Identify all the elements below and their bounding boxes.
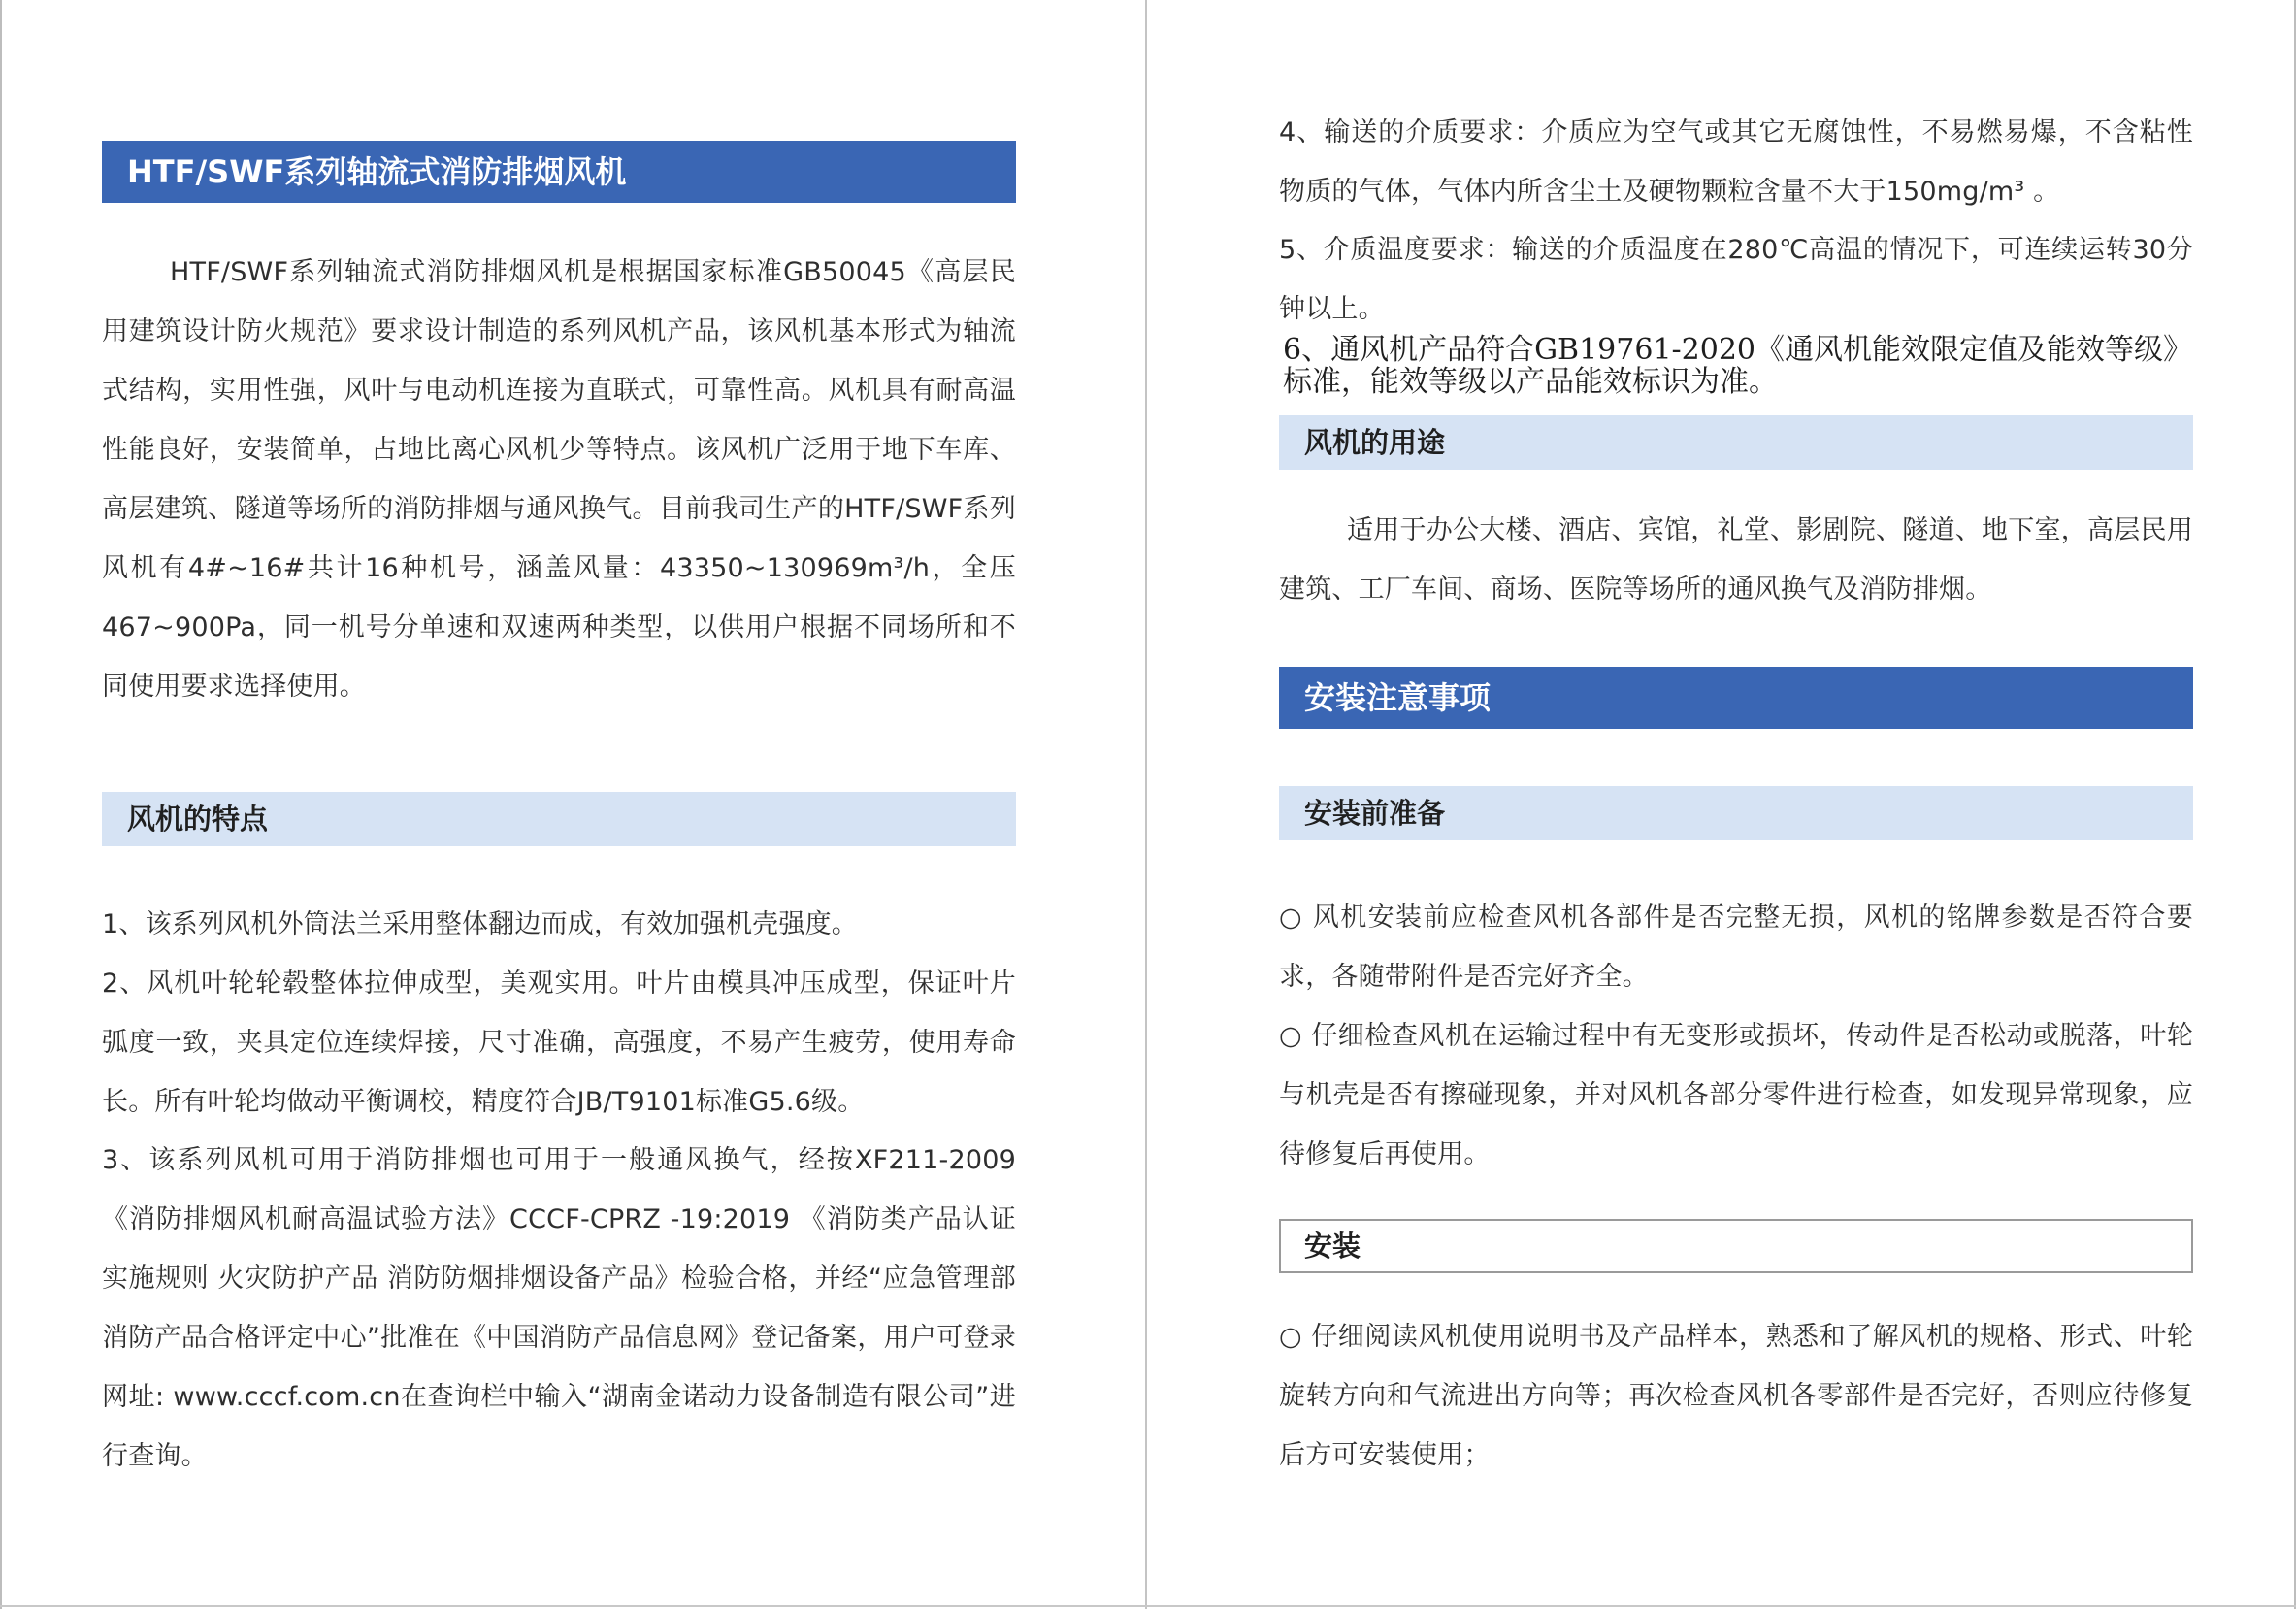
page-spine [1145,0,1147,1609]
spec-item-5: 5、介质温度要求：输送的介质温度在280℃高温的情况下，可连续运转30分钟以上。 [1279,235,2193,324]
features-heading: 风机的特点 [102,792,1016,846]
spec-item-6: 6、通风机产品符合GB19761-2020《通风机能效限定值及能效等级》标准，能效等级以产品能效标识为准。 [1283,333,2193,399]
left-page-edge [0,0,2,1609]
usage-heading: 风机的用途 [1279,415,2193,470]
pre-install-item-2: ○ 仔细检查风机在运输过程中有无变形或损坏，传动件是否松动或脱落，叶轮与机壳是否有擦碰现象，并对风机各部分零件进行检查，如发现异常现象，应待修复后再使用。 [1279,1021,2193,1169]
spec-item-4: 4、输送的介质要求：介质应为空气或其它无腐蚀性，不易燃易爆，不含粘性物质的气体，气体内所含尘土及硬物颗粒含量不大于150mg/m³ 。 [1279,117,2193,207]
feature-item-1: 1、该系列风机外筒法兰采用整体翻边而成，有效加强机壳强度。 [102,909,858,939]
bottom-edge [0,1605,2296,1607]
install-item-1: ○ 仔细阅读风机使用说明书及产品样本，熟悉和了解风机的规格、形式、叶轮旋转方向和气流进出方向等；再次检查风机各零部件是否完好，否则应待修复后方可安装使用； [1279,1322,2193,1470]
feature-item-2: 2、风机叶轮轮毂整体拉伸成型，美观实用。叶片由模具冲压成型，保证叶片弧度一致，夹具定位连续焊接，尺寸准确，高强度，不易产生疲劳，使用寿命长。所有叶轮均做动平衡调校，精度符合JB/T9101标准G5.6级。 [102,969,1016,1117]
product-title: HTF/SWF系列轴流式消防排烟风机 [102,141,1016,203]
feature-item-3: 3、该系列风机可用于消防排烟也可用于一般通风换气，经按XF211-2009《消防排烟风机耐高温试验方法》CCCF-CPRZ -19:2019 《消防类产品认证实施规则 火灾防护产品 消防防烟排烟设备产品》检验合格，并经“应急管理部消防产品合格评定中心”批准在《中国消防产品信息网》登记备案，用户可登录网址: www.cccf.com.cn在查询栏中输入“湖南金诺动力设备制造有限公司”进行查询。 [102,1145,1016,1471]
intro-paragraph: HTF/SWF系列轴流式消防排烟风机是根据国家标准GB50045《高层民用建筑设计防火规范》要求设计制造的系列风机产品，该风机基本形式为轴流式结构，实用性强，风叶与电动机连接为直联式，可靠性高。风机具有耐高温性能良好，安装简单，占地比离心风机少等特点。该风机广泛用于地下车库、高层建筑、隧道等场所的消防排烟与通风换气。目前我司生产的HTF/SWF系列风机有4#~16#共计16种机号，涵盖风量：43350~130969m³/h，全压467~900Pa，同一机号分单速和双速两种类型，以供用户根据不同场所和不同使用要求选择使用。 [102,257,1016,702]
install-heading: 安装 [1279,1219,2193,1273]
pre-install-item-1: ○ 风机安装前应检查风机各部件是否完整无损，风机的铭牌参数是否符合要求，各随带附件是否完好齐全。 [1279,903,2193,992]
pre-install-heading: 安装前准备 [1279,786,2193,840]
usage-paragraph: 适用于办公大楼、酒店、宾馆，礼堂、影剧院、隧道、地下室，高层民用建筑、工厂车间、商场、医院等场所的通风换气及消防排烟。 [1279,515,2193,605]
install-notes-heading: 安装注意事项 [1279,667,2193,729]
